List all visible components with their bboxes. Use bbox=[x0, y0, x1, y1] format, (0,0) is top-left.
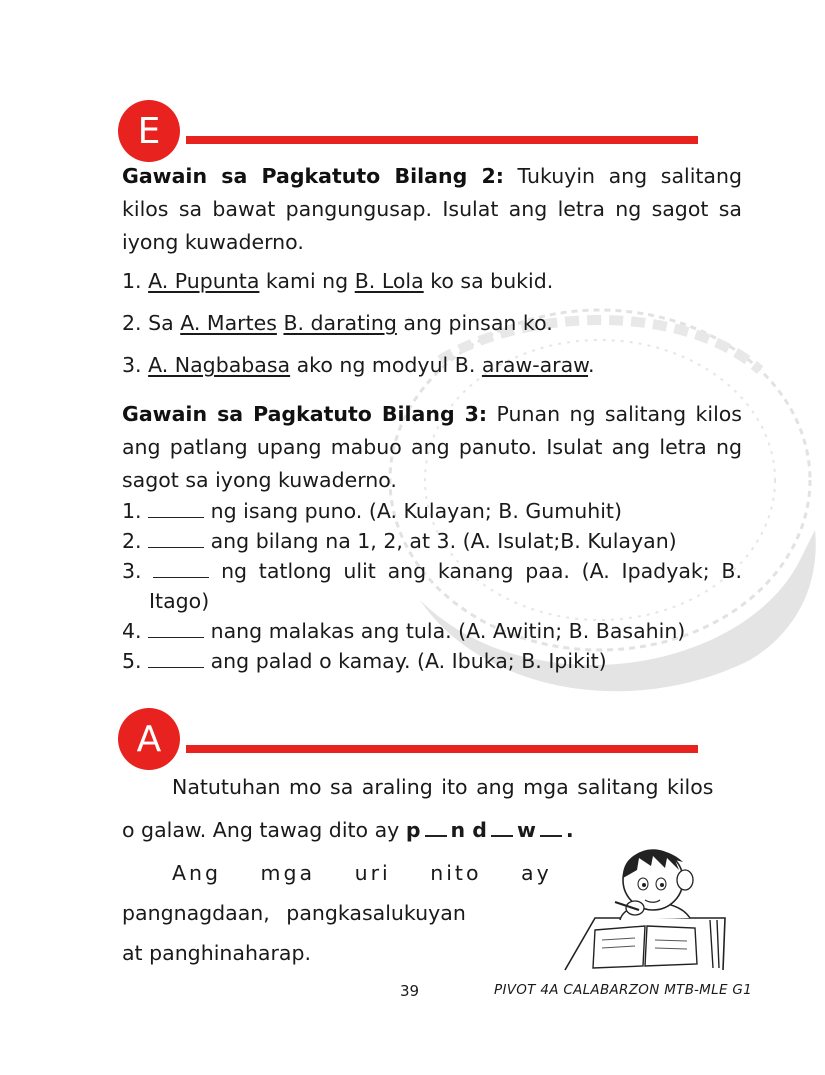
summary-line-2: o galaw. Ang tawag dito ay p n d w . bbox=[122, 818, 574, 842]
activity-3-instructions: Gawain sa Pagkatuto Bilang 3: Punan ng salitang kilos ang patlang upang mabuo ang panuto. Isulat ang letra ng sagot sa iyong kuwaderno. bbox=[122, 402, 742, 492]
activity-2-instructions: Gawain sa Pagkatuto Bilang 2: Tukuyin ang salitang kilos sa bawat pangungusap. Isulat ang letra ng sagot sa iyong kuwaderno. bbox=[122, 164, 743, 254]
activity-2-item-2: 2. Sa A. Martes B. darating ang pinsan ko. bbox=[122, 311, 553, 335]
activity-2-heading: Gawain sa Pagkatuto Bilang 2: bbox=[122, 164, 504, 188]
page-number: 39 bbox=[400, 982, 420, 1000]
answer-blank bbox=[153, 559, 209, 578]
section-a-rule bbox=[186, 745, 698, 753]
activity-3-item-3: 3. ng tatlong ulit ang kanang paa. (A. Ipadyak; B. bbox=[122, 559, 742, 583]
types-line-2: pangnagdaan, pangkasalukuyan bbox=[122, 901, 466, 925]
activity-2-item-1: 1. A. Pupunta kami ng B. Lola ko sa bukid. bbox=[122, 269, 554, 293]
answer-blank bbox=[148, 529, 204, 548]
activity-3-item-3-cont: Itago) bbox=[149, 589, 210, 613]
activity-2-item-3: 3. A. Nagbabasa ako ng modyul B. araw-araw. bbox=[122, 353, 595, 377]
activity-3-item-2: 2. ang bilang na 1, 2, at 3. (A. Isulat;B. Kulayan) bbox=[122, 529, 677, 553]
activity-3-item-1: 1. ng isang puno. (A. Kulayan; B. Gumuhit) bbox=[122, 499, 622, 523]
fill-in-answer: p n d w . bbox=[405, 818, 574, 842]
boy-studying-illustration bbox=[555, 840, 730, 975]
types-line-1: Ang mga uri nito ay bbox=[172, 861, 552, 885]
footer-source: PIVOT 4A CALABARZON MTB-MLE G1 bbox=[494, 982, 753, 998]
summary-line-1: Natutuhan mo sa araling ito ang mga salitang kilos bbox=[172, 775, 714, 799]
answer-blank bbox=[148, 619, 204, 638]
activity-3-items bbox=[122, 496, 742, 676]
answer-blank bbox=[148, 649, 204, 668]
answer-blank bbox=[148, 499, 204, 518]
types-line-3: at panghinaharap. bbox=[122, 941, 312, 965]
section-e-badge: E bbox=[118, 100, 180, 162]
activity-3-heading: Gawain sa Pagkatuto Bilang 3: bbox=[122, 402, 488, 426]
activity-3-item-4: 4. nang malakas ang tula. (A. Awitin; B. Basahin) bbox=[122, 619, 686, 643]
section-a-badge: A bbox=[118, 708, 180, 770]
section-e-rule bbox=[186, 136, 698, 144]
activity-3-item-5: 5. ang palad o kamay. (A. Ibuka; B. Ipikit) bbox=[122, 649, 607, 673]
